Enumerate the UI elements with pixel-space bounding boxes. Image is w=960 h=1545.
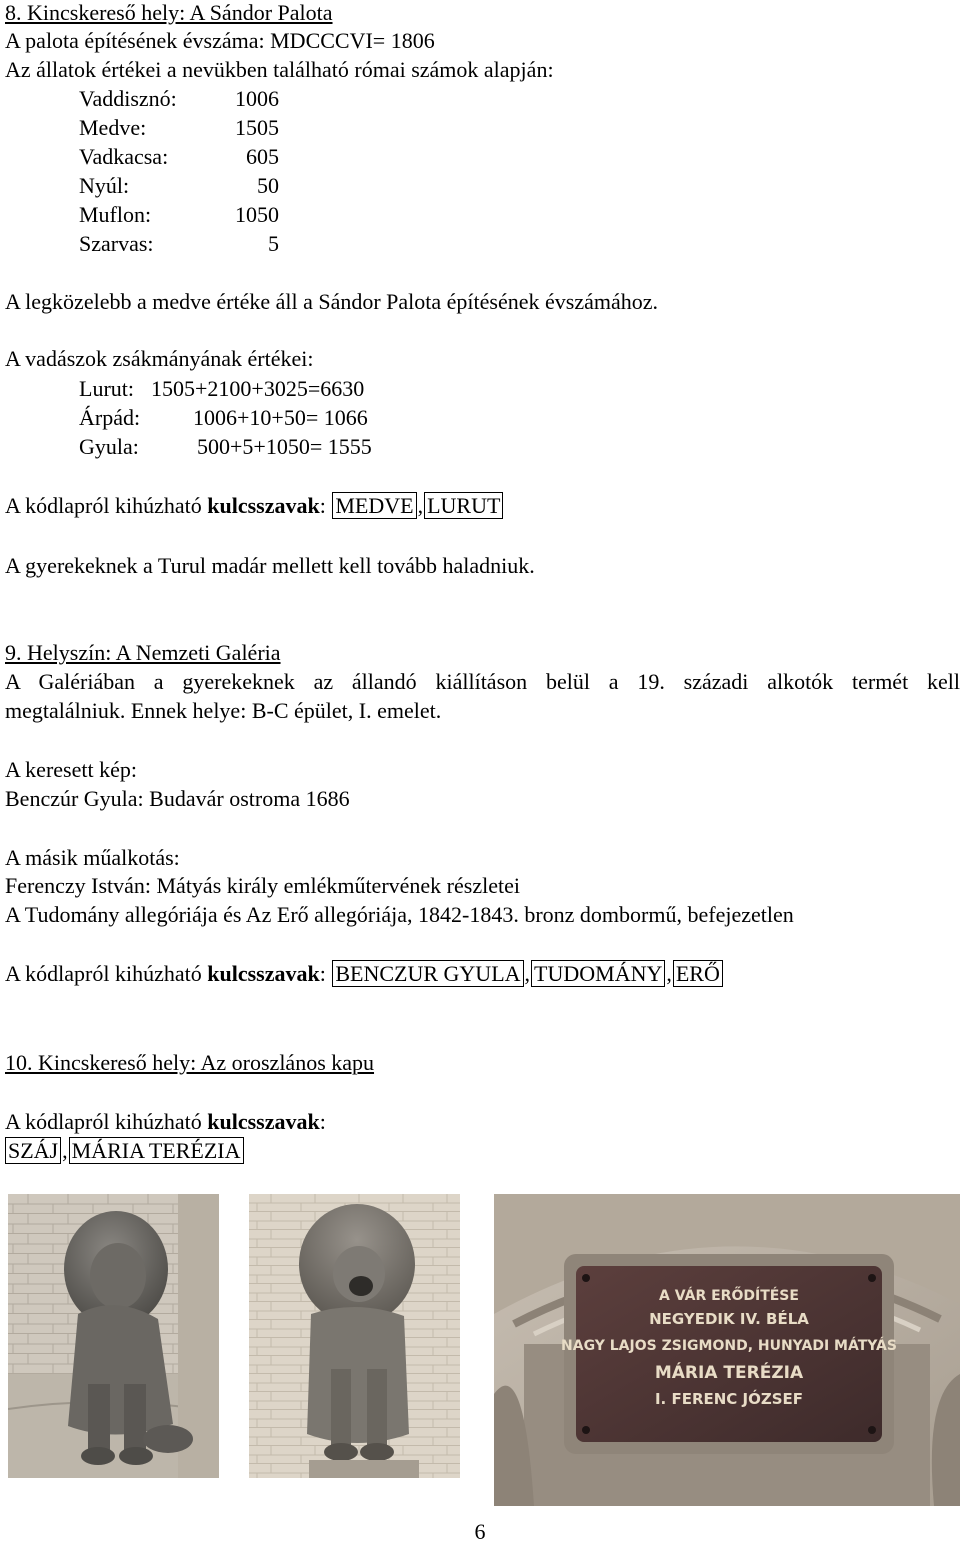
animal-value: 5 [268,231,279,256]
hunter-name: Gyula: [79,434,139,459]
gallery-paragraph-line2: megtalálniuk. Ennek helye: B-C épület, I. emelet. [5,698,442,723]
lion-photo-left [8,1194,219,1478]
plaque-line: NAGY LAJOS ZSIGMOND, HUNYADI MÁTYÁS [561,1338,897,1354]
animal-value: 50 [257,173,279,198]
keywords-colon: : [319,961,332,986]
animal-name: Vadkacsa: [79,144,169,169]
animal-row [79,115,279,141]
other-artwork-label: A másik műalkotás: [5,845,180,870]
keywords-bold-label: kulcsszavak [207,1109,320,1134]
animal-value: 605 [246,144,279,169]
keyword-box: BENCZUR GYULA [332,960,523,987]
animal-name: Vaddisznó: [79,86,177,111]
section-9-heading: 9. Helyszín: A Nemzeti Galéria [5,640,281,665]
plaque-line: I. FERENC JÓZSEF [654,1390,804,1408]
animal-value: 1050 [235,202,279,227]
closest-statement: A legközelebb a medve értéke áll a Sándor Palota építésének évszámához. [5,289,659,314]
keywords-bold-label: kulcsszavak [207,961,320,986]
animal-row [79,231,279,257]
keyword-box: SZÁJ [5,1137,61,1164]
hunter-name: Árpád: [79,405,141,430]
gallery-paragraph-line1: A Galériában a gyerekeknek az állandó kiállításon belül a 19. századi alkotók termét kell [5,669,960,694]
plaque-line: MÁRIA TERÉZIA [654,1363,804,1383]
section-8-heading: 8. Kincskereső hely: A Sándor Palota [5,0,333,25]
keywords-colon: : [319,493,332,518]
keyword-box: LURUT [424,492,503,519]
hunters-intro: A vadászok zsákmányának értékei: [5,346,314,371]
animal-value: 1505 [235,115,279,140]
plaque-line: A VÁR ERŐDÍTÉSE [659,1288,799,1304]
keywords-prefix: A kódlapról kihúzható [5,961,208,986]
hunter-name: Lurut: [79,376,134,401]
hunter-sum: 1006+10+50= 1066 [193,405,368,430]
hunter-sum: 500+5+1050= 1555 [197,434,372,459]
animal-name: Szarvas: [79,231,154,256]
keywords-line-10 [5,1109,326,1135]
palace-year-line: A palota építésének évszáma: MDCCCVI= 1806 [5,28,435,53]
next-direction: A gyerekeknek a Turul madár mellett kell tovább haladniuk. [5,553,535,578]
animal-row [79,202,279,228]
search-value: Benczúr Gyula: Budavár ostroma 1686 [5,786,350,811]
animal-row [79,86,279,112]
other-artwork-value2: A Tudomány allegóriája és Az Erő allegóriája, 1842-1843. bronz dombormű, befejezetlen [5,902,794,927]
keyword-box: MEDVE [332,492,416,519]
keywords-boxes-10: SZÁJ , MÁRIA TERÉZIA [5,1138,245,1164]
animal-name: Muflon: [79,202,152,227]
keyword-box: MÁRIA TERÉZIA [69,1137,244,1164]
keyword-box: ERŐ [673,960,723,987]
animal-name: Medve: [79,115,147,140]
other-artwork-value1: Ferenczy István: Mátyás király emlékműtervének részletei [5,873,520,898]
keywords-colon: : [319,1109,326,1134]
plaque-photo [494,1194,960,1506]
hunter-row [79,434,372,460]
keywords-line-9: A kódlapról kihúzható kulcsszavak: BENCZUR GYULA , TUDOMÁNY , ERŐ [5,961,724,987]
section-10-heading: 10. Kincskereső hely: Az oroszlános kapu [5,1050,375,1075]
animal-row [79,144,279,170]
keywords-line-8: A kódlapról kihúzható kulcsszavak: MEDVE , LURUT [5,493,504,519]
search-label: A keresett kép: [5,757,137,782]
animal-row [79,173,279,199]
keywords-prefix: A kódlapról kihúzható [5,493,208,518]
keywords-bold-label: kulcsszavak [207,493,320,518]
keywords-prefix: A kódlapról kihúzható [5,1109,208,1134]
lion-photo-middle [249,1194,460,1478]
hunter-row [79,405,368,431]
page-number: 6 [474,1519,486,1544]
animal-value: 1006 [235,86,279,111]
plaque-line: NEGYEDIK IV. BÉLA [649,1310,809,1328]
keyword-box: TUDOMÁNY [531,960,665,987]
animal-name: Nyúl: [79,173,130,198]
hunter-row [79,376,364,402]
animals-intro: Az állatok értékei a nevükben található római számok alapján: [5,57,554,82]
hunter-sum: 1505+2100+3025=6630 [151,376,365,401]
